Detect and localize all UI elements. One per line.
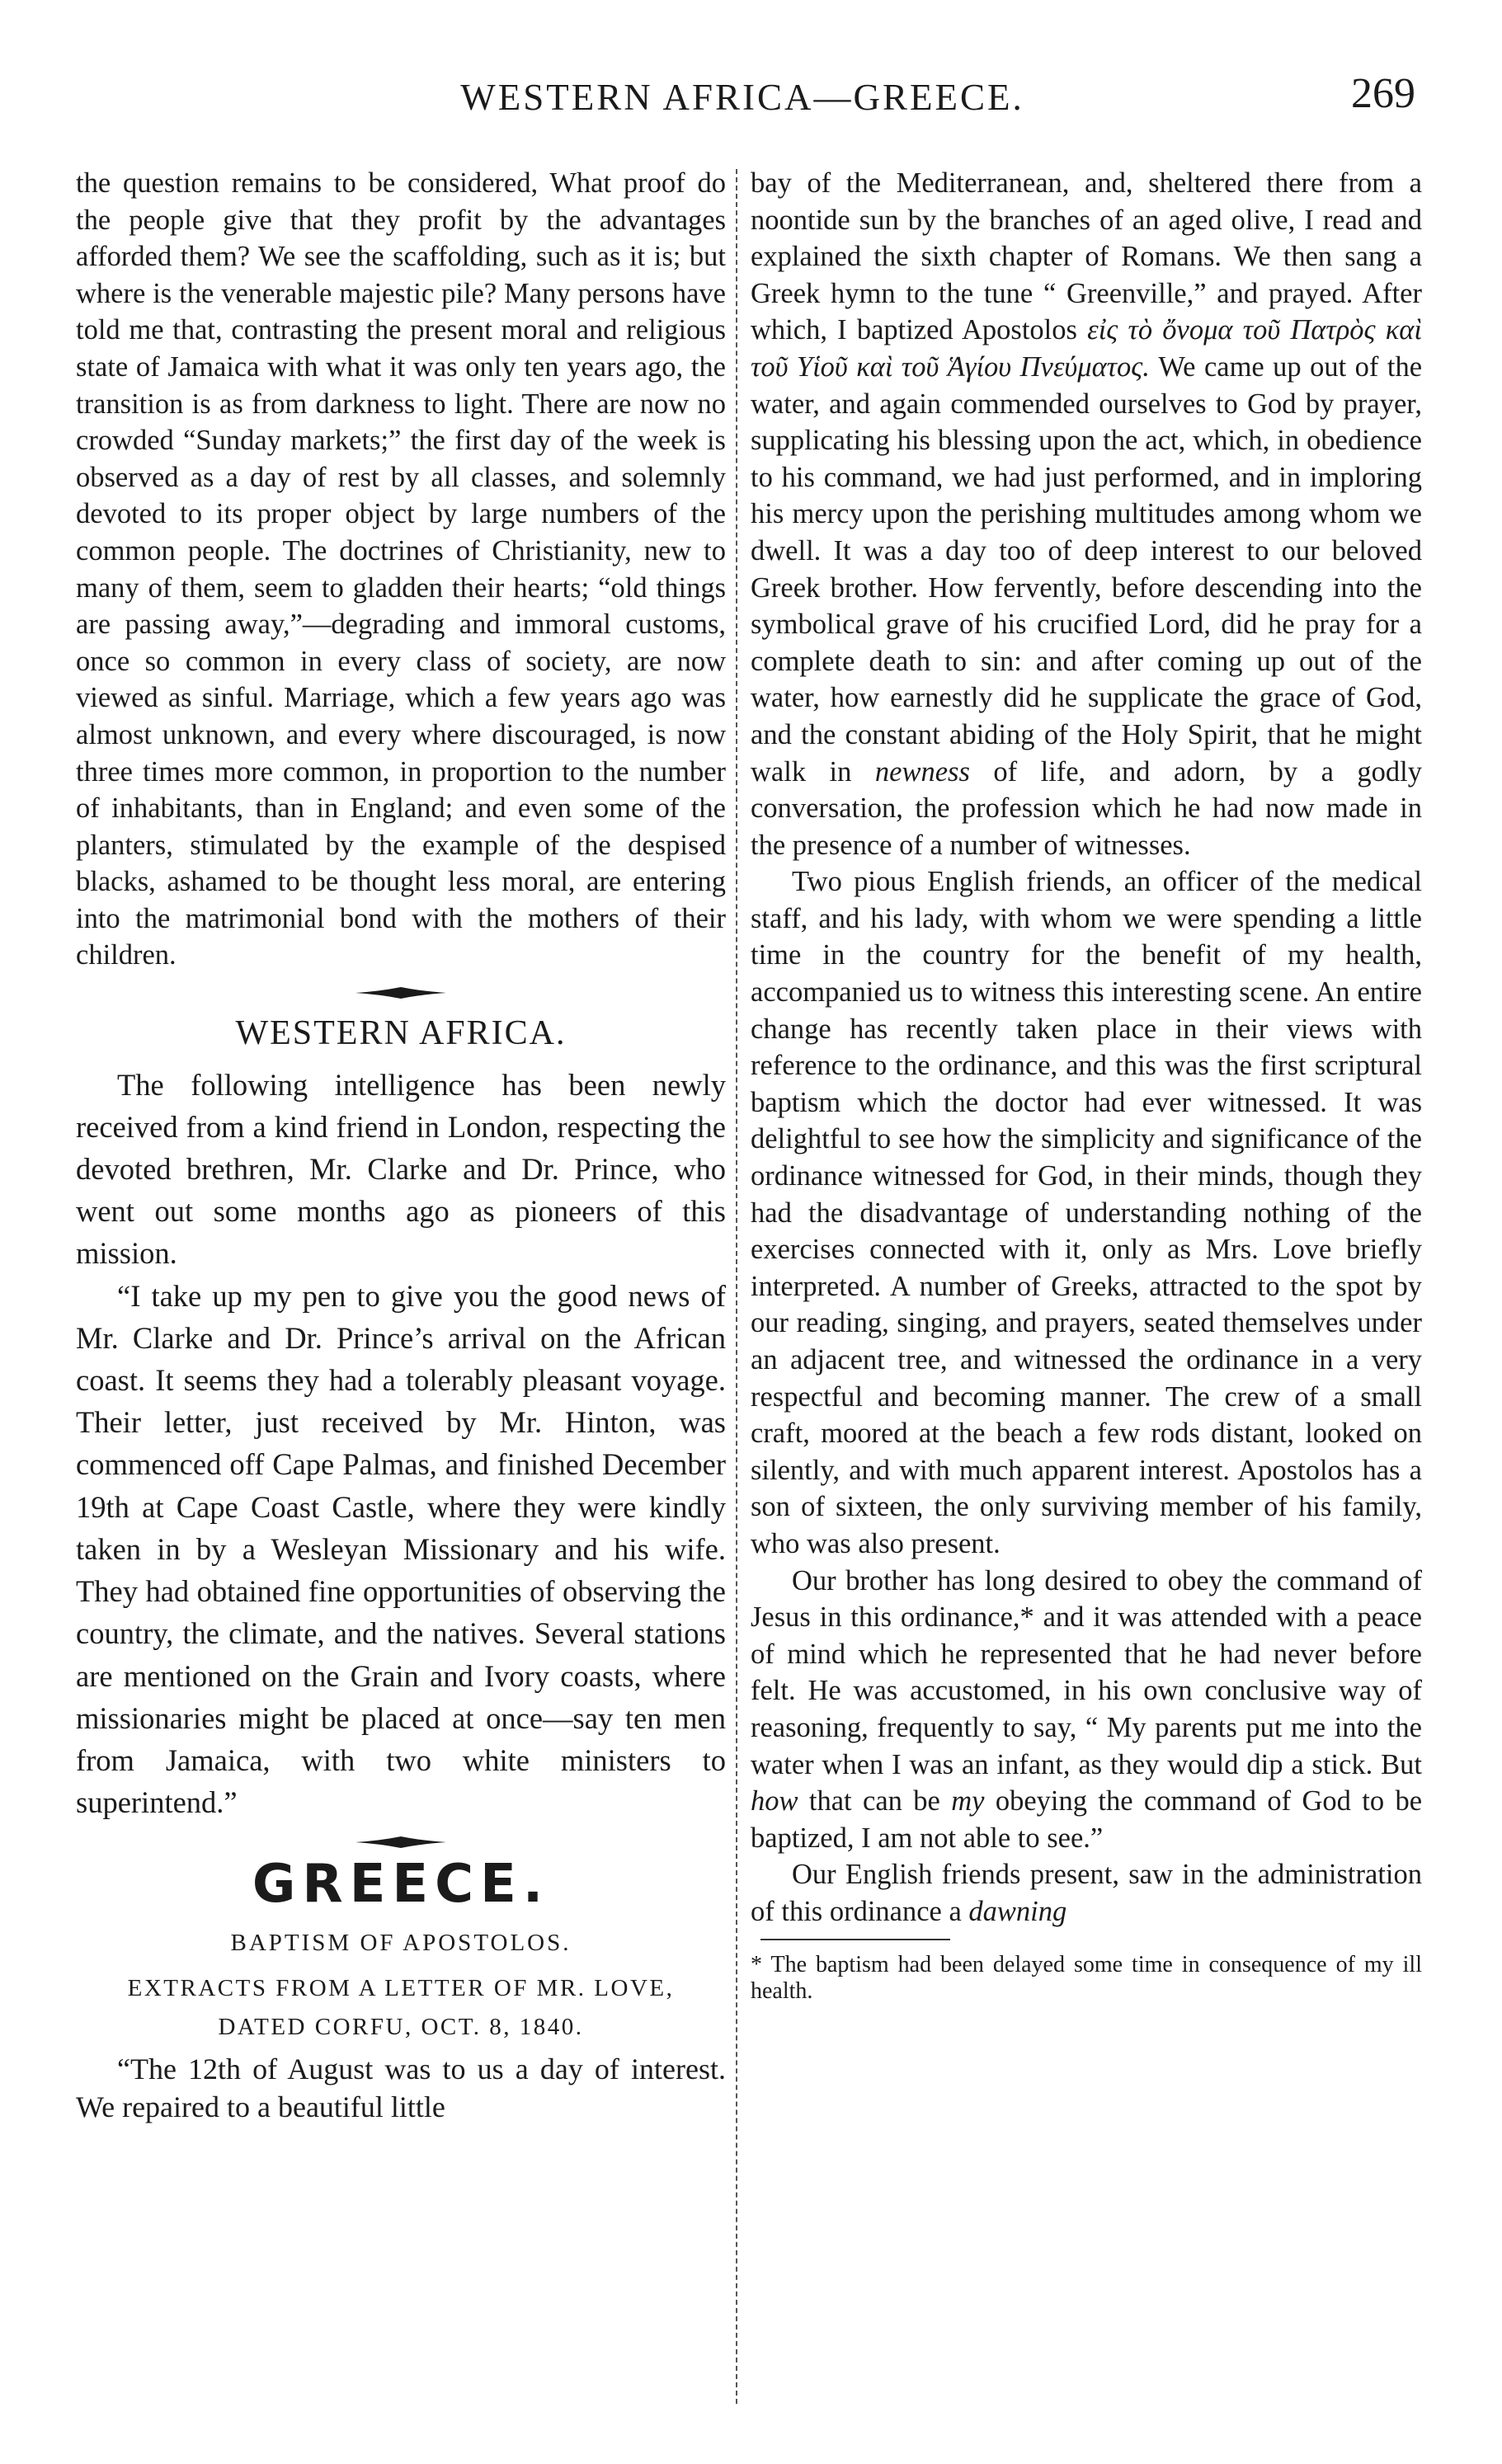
greece-text: of life, and adorn, by a godly conversation, the profession which he had now made in the presence of a number of witnesses. xyxy=(751,755,1422,861)
running-title: WESTERN AFRICA—GREECE. xyxy=(460,77,1024,118)
extract-line-1: EXTRACTS FROM A LETTER OF MR. LOVE, xyxy=(127,1975,675,2002)
extract-line-2: DATED CORFU, OCT. 8, 1840. xyxy=(218,2014,584,2041)
right-column xyxy=(751,165,1422,2005)
emphasis-how: how xyxy=(751,1785,798,1817)
western-africa-intro: The following intelligence has been newly received from a kind friend in London, respecting the devoted brethren, Mr. Clarke and Dr. Prince, who went out some months ago as pioneers of this mission. xyxy=(76,1067,726,1271)
section-ornament-icon xyxy=(355,985,446,1000)
greece-paragraph-1-start: “The 12th of August was to us a day of interest. We repaired to a beautiful little xyxy=(76,2053,726,2124)
western-africa-heading: WESTERN AFRICA. xyxy=(235,1014,567,1053)
greece-paragraph-3 xyxy=(751,1563,1422,1857)
greece-text: obeying the command of God to be baptized, I am not able to see.” xyxy=(751,1785,1423,1854)
column-divider xyxy=(736,169,737,2404)
footnote-rule xyxy=(760,1939,950,1940)
greece-heading: GREECE. xyxy=(252,1854,550,1916)
page-number: 269 xyxy=(1351,70,1415,117)
greece-paragraph-4 xyxy=(751,1856,1422,1930)
section-ornament-icon xyxy=(355,1835,446,1850)
greece-text: that can be xyxy=(808,1785,940,1817)
greek-formula: εἰς τὸ ὄνομα τοῦ Πατρὸς καὶ τοῦ Υἱοῦ καὶ τοῦ Ἁγίου Πνεύματος. xyxy=(751,314,1422,383)
greece-text: We came up out of the water, and again commended ourselves to God by prayer, supplicating his blessing upon the act, which, in obedience to his command, we had just performed, and in imploring his mercy upon the perishing multitudes among whom we dwell. It was a day too of deep interest to our beloved Greek brother. How fervently, before descending into the symbolical grave of his crucified Lord, did he pray for a complete death to sin: and after coming up out of the water, how earnestly did he supplicate the grace of God, and the constant abiding of the Holy Spirit, that he might walk in xyxy=(751,350,1423,788)
greece-paragraph-1-continued xyxy=(751,165,1422,863)
footnote: * The baptism had been delayed some time in consequence of my ill health. xyxy=(751,1951,1422,2004)
emphasis-dawning: dawning xyxy=(968,1895,1067,1927)
jamaica-paragraph: the question remains to be considered, What proof do the people give that they profit by the advantages afforded them? We see the scaffolding, such as it is; but where is the venerable majestic pile? Many persons have told me that, contrasting the present moral and religious state of Jamaica with what it was only ten years ago, the transition is as from darkness to light. There are now no crowded “Sunday markets;” the first day of the week is observed as a day of rest by all classes, and solemnly devoted to its proper object by large numbers of the common people. The doctrines of Christianity, new to many of them, seem to gladden their hearts; “old things are passing away,”—degrading and immoral customs, once so common in every class of society, are now viewed as sinful. Marriage, which a few years ago was almost unknown, and every where discouraged, is now three times more common, in proportion to the number of inhabitants, than in England; and even some of the planters, stimulated by the example of the despised blacks, ashamed to be thought less moral, are entering into the matrimonial bond with the mothers of their children. xyxy=(76,167,726,971)
emphasis-newness: newness xyxy=(874,755,970,788)
greece-subtitle: BAPTISM OF APOSTOLOS. xyxy=(230,1930,572,1957)
greece-paragraph-2: Two pious English friends, an officer of the medical staff, and his lady, with whom we were spending a little time in the country for the benefit of my health, accompanied us to witness this interesting scene. An entire change has recently taken place in their views with reference to the ordinance, and this was the first scriptural baptism which the doctor had ever witnessed. It was delightful to see how the simplicity and significance of the ordinance witnessed for God, in their minds, though they had the disadvantage of understanding nothing of the exercises connected with it, only as Mrs. Love briefly interpreted. A number of Greeks, attracted to the spot by our reading, singing, and prayers, seated themselves under an adjacent tree, and witnessed the ordinance in a very respectful and becoming manner. The crew of a small craft, moored at the beach a few rods distant, looked on silently, and with much apparent interest. Apostolos has a son of sixteen, the only surviving member of his family, who was also present. xyxy=(751,866,1422,1559)
greece-text: bay of the Mediterranean, and, sheltered there from a noontide sun by the branches of an aged olive, I read and explained the sixth chapter of Romans. We then sang a Greek hymn to the tune “ Greenville,” and prayed. After which, I baptized Apostolos xyxy=(751,167,1422,346)
emphasis-my: my xyxy=(951,1785,985,1817)
greece-text: Our brother has long desired to obey the command of Jesus in this ordinance,* and it was attended with a peace of mind which he represented that he had never before felt. He was accustomed, in his own conclusive way of reasoning, frequently to say, “ My parents put me into the water when I was an infant, as they would dip a stick. But xyxy=(751,1564,1422,1780)
greece-text: Our English friends present, saw in the administration of this ordinance a xyxy=(751,1859,1422,1927)
western-africa-letter: “I take up my pen to give you the good news of Mr. Clarke and Dr. Prince’s arrival on the African coast. It seems they had a tolerably pleasant voyage. Their letter, just received by Mr. Hinton, was commenced off Cape Palmas, and finished December 19th at Cape Coast Castle, where they were kindly taken in by a Wesleyan Missionary and his wife. They had obtained fine opportunities of observing the country, the climate, and the natives. Several stations are mentioned on the Grain and Ivory coasts, where missionaries might be placed at once—say ten men from Jamaica, with two white ministers to superintend.” xyxy=(76,1278,726,1820)
left-column xyxy=(76,165,726,2126)
western-africa-section xyxy=(76,1064,726,1824)
